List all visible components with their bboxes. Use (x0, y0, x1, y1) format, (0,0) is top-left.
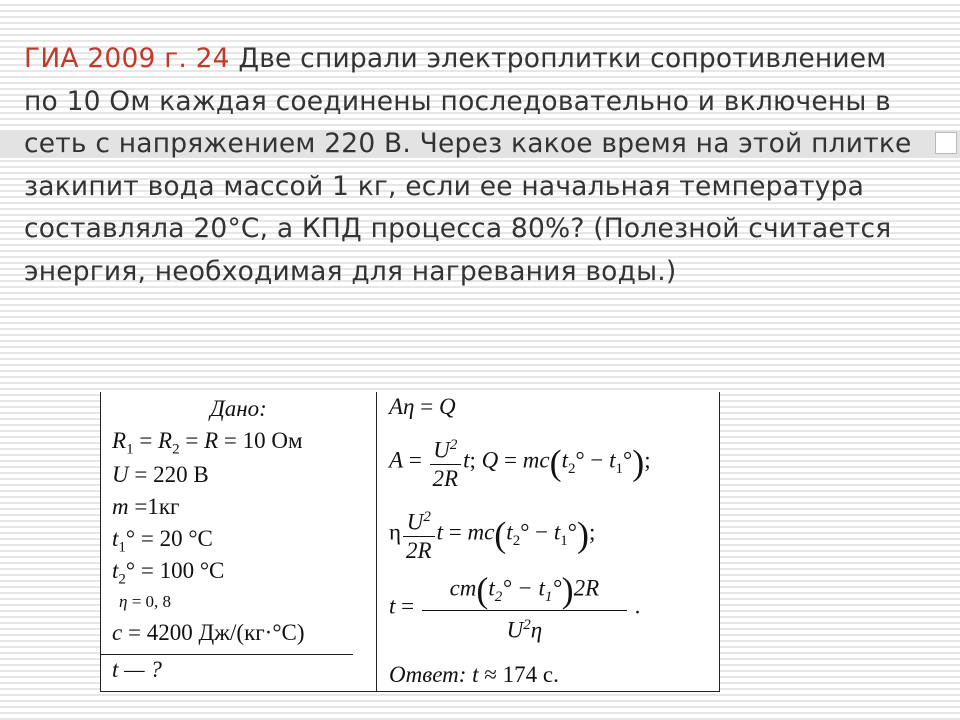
solution-table (100, 392, 720, 692)
given-efficiency: η = 0, 8 (119, 592, 172, 611)
problem-statement (24, 38, 929, 293)
t2-value: = 100 °С (140, 558, 225, 583)
t1-value: = 20 °С (140, 526, 213, 551)
slide-corner-square (935, 132, 957, 154)
formula-efficiency: Aη = Q (389, 394, 456, 419)
problem-source: ГИА 2009 г. 24 (24, 43, 230, 74)
efficiency-value: = 0, 8 (131, 592, 172, 611)
solution-column (377, 392, 719, 691)
heat-capacity-value: = 4200 Дж/(кг·°С) (127, 620, 305, 645)
given-heat-capacity: c = 4200 Дж/(кг·°С) (112, 620, 305, 645)
given-resistance: $R_1 = R_2 = R = 10$ Ом (112, 428, 303, 458)
answer-line: Ответ: t ≈ 174 с. (389, 662, 559, 687)
given-title: Дано: (210, 396, 267, 421)
unknown-divider (101, 654, 353, 655)
formula-time: t = $\frac{cm(t_2^\circ - t_1^\circ)2R}{U^2\eta}$ . (389, 570, 641, 643)
formula-work-heat: A = $\frac{U^2}{2R}$ t; $Q = mc(t_2^\circ - t_1^\circ)$; (389, 432, 651, 493)
given-t1: $t_1^\circ = 20$ °С (112, 526, 213, 556)
resistance-value: = 10 Ом (223, 428, 303, 453)
given-mass: m =1кг (112, 494, 180, 519)
formula-balance: η $\frac{U^2}{2R}$ $t = mc(t_2^\circ - t_1^\circ)$; (389, 504, 595, 565)
given-voltage: U = 220 В (112, 462, 209, 487)
answer-value: ≈ 174 с. (484, 662, 559, 687)
given-t2: $t_2^\circ = 100$ °С (112, 558, 225, 588)
answer-label: Ответ: (389, 662, 467, 687)
problem-text: Две спирали электроплитки сопротивлением по 10 Ом каждая соединены последовательно и включены в сеть с напряжением 220 В. Через какое время на этой плитке закипит вода массой 1 кг, если ее начальная температура составляла 20°С, а КПД процесса 80%? (Полезной считается энергия, необходимая для нагревания воды.) (24, 43, 912, 287)
voltage-value: = 220 В (134, 462, 209, 487)
mass-value: =1кг (134, 494, 180, 519)
given-column (101, 392, 377, 691)
unknown-quantity: t — ? (112, 657, 162, 682)
